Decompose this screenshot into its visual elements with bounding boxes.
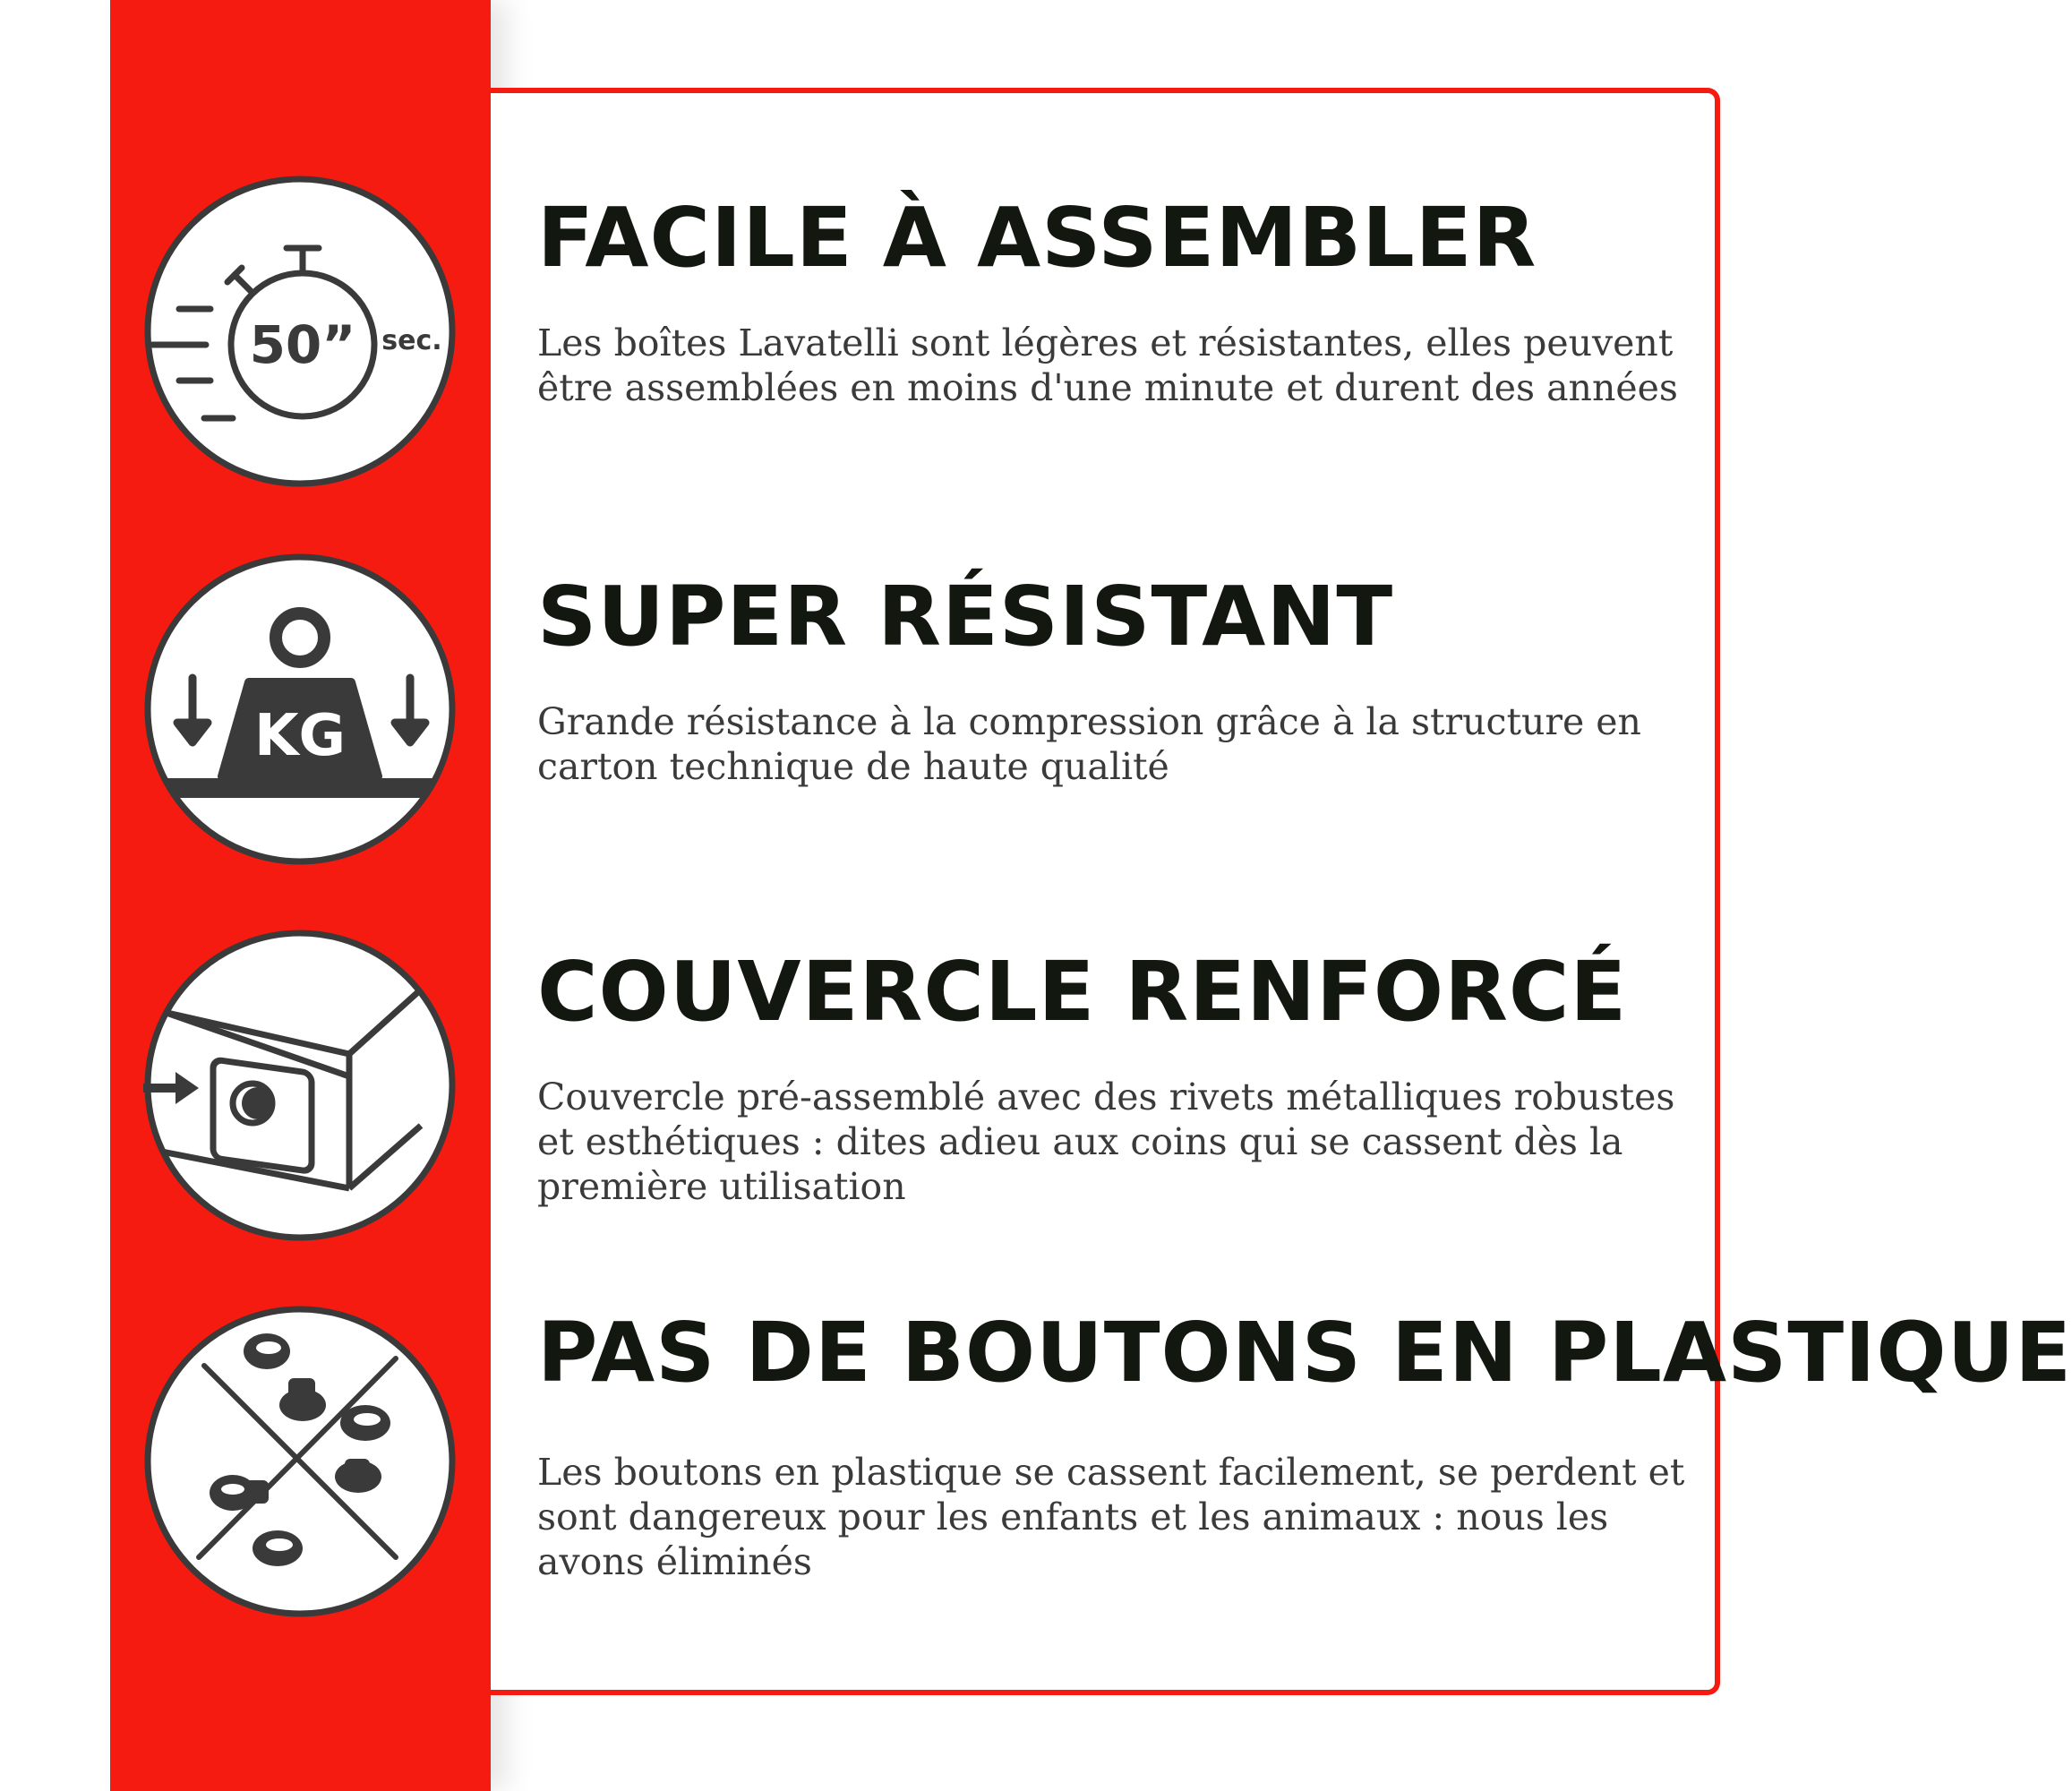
feature-description: Couvercle pré-assemblé avec des rivets métalliques robustes et esthétiques : dites adieu aux coins qui se cassent dès la première utilisation: [537, 1075, 1675, 1209]
feature-title: PAS DE BOUTONS EN PLASTIQUE: [537, 1305, 2072, 1401]
weight-icon: [143, 553, 457, 866]
stopwatch-icon: [143, 175, 457, 488]
feature-description: Les boîtes Lavatelli sont légères et résistantes, elles peuvent être assemblées en moins d'une minute et durent des années: [537, 321, 1678, 410]
feature-title: COUVERCLE RENFORCÉ: [537, 944, 1628, 1040]
feature-easy-assembly: [537, 190, 1710, 410]
feature-title: SUPER RÉSISTANT: [537, 569, 1394, 664]
weight-unit-label: KG: [253, 703, 347, 769]
feature-description: Les boutons en plastique se cassent facilement, se perdent et sont dangereux pour les enfants et les animaux : nous les avons éliminés: [537, 1451, 1685, 1584]
feature-no-plastic-buttons: [537, 1305, 2072, 1584]
stopwatch-time-label: 50”: [249, 314, 356, 375]
feature-super-resistant: [537, 571, 1710, 789]
feature-title: FACILE À ASSEMBLER: [537, 190, 1537, 286]
no-plastic-buttons-icon: [143, 1305, 457, 1618]
riveted-lid-icon: [143, 929, 457, 1242]
feature-description: Grande résistance à la compression grâce à la structure en carton technique de haute qualité: [537, 700, 1641, 789]
feature-reinforced-lid: [537, 944, 1710, 1209]
stopwatch-unit-label: sec.: [381, 325, 442, 356]
